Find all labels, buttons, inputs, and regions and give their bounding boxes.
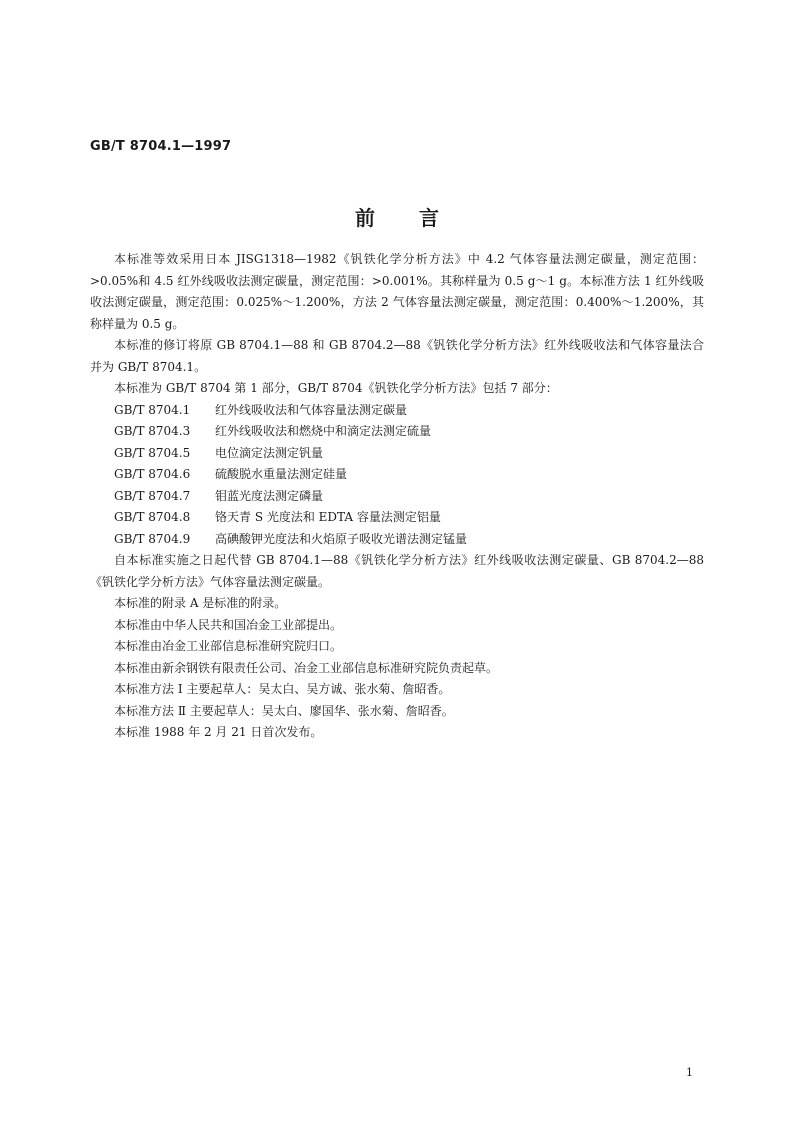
list-item-title: 红外线吸收法和气体容量法测定碳量 <box>215 402 408 417</box>
paragraph-drafted-by: 本标准由新余钢铁有限责任公司、冶金工业部信息标准研究院负责起草。 <box>114 660 499 675</box>
list-item-code: GB/T 8704.6 <box>114 467 191 481</box>
list-item-code: GB/T 8704.9 <box>114 531 191 546</box>
paragraph-drafters-method-2: 本标准方法 Ⅱ 主要起草人：吴太白、廖国华、张水菊、詹昭香。 <box>114 703 454 718</box>
page-number: 1 <box>686 1066 693 1079</box>
paragraph-drafters-method-1: 本标准方法 Ⅰ 主要起草人：吴太白、吴方诚、张水菊、詹昭香。 <box>114 682 451 696</box>
paragraph-parts-intro: 本标准为 GB/T 8704 第 1 部分，GB/T 8704《钒铁化学分析方法》包括 7 部分： <box>114 381 558 395</box>
list-item-title: 高碘酸钾光度法和火焰原子吸收光谱法测定锰量 <box>215 531 468 546</box>
list-item <box>90 421 704 443</box>
standard-number: GB/T 8704.1—1997 <box>90 139 232 154</box>
list-item-title: 钼蓝光度法测定磷量 <box>215 488 324 503</box>
document-body <box>90 249 704 744</box>
list-item-code: GB/T 8704.3 <box>114 424 191 438</box>
list-item-title: 硫酸脱水重量法测定硅量 <box>215 467 348 481</box>
list-item-title: 电位滴定法测定钒量 <box>215 445 324 460</box>
list-item-code: GB/T 8704.5 <box>114 445 191 460</box>
list-item <box>90 486 704 508</box>
list-item <box>90 443 704 465</box>
list-item <box>90 400 704 422</box>
paragraph-administered-by: 本标准由冶金工业部信息标准研究院归口。 <box>114 639 343 653</box>
list-item-code: GB/T 8704.1 <box>114 402 191 417</box>
paragraph-replaces: 自本标准实施之日起代替 GB 8704.1—88《钒铁化学分析方法》红外线吸收法测定碳量、GB 8704.2—88《钒铁化学分析方法》气体容量法测定碳量。 <box>90 553 704 589</box>
parts-list <box>90 400 704 551</box>
list-item-title: 红外线吸收法和燃烧中和滴定法测定硫量 <box>215 424 432 438</box>
paragraph-appendix: 本标准的附录 A 是标准的附录。 <box>114 596 287 610</box>
paragraph-revision: 本标准的修订将原 GB 8704.1—88 和 GB 8704.2—88《钒铁化学分析方法》红外线吸收法和气体容量法合并为 GB/T 8704.1。 <box>90 338 704 374</box>
list-item-title: 铬天青 S 光度法和 EDTA 容量法测定铝量 <box>215 510 441 524</box>
list-item-code: GB/T 8704.7 <box>114 488 191 503</box>
list-item <box>90 507 704 529</box>
list-item-code: GB/T 8704.8 <box>114 510 191 524</box>
list-item <box>90 529 704 551</box>
list-item <box>90 464 704 486</box>
paragraph-proposed-by: 本标准由中华人民共和国冶金工业部提出。 <box>114 617 343 632</box>
paragraph-first-issued: 本标准 1988 年 2 月 21 日首次发布。 <box>114 725 323 739</box>
page-title: 前言 <box>355 206 483 230</box>
paragraph-scope: 本标准等效采用日本 JISG1318—1982《钒铁化学分析方法》中 4.2 气体容量法测定碳量，测定范围：>0.05%和 4.5 红外线吸收法测定碳量，测定范围：>0.001%。其称样量为 0.5 g～1 g。本标准方法 1 红外线吸收法测定碳量，测定范围：0.025%～1.200%，方法 2 气体容量法测定碳量，测定范围：0.400%～1.200%，其称样量为 0.5 g。 <box>90 252 704 331</box>
